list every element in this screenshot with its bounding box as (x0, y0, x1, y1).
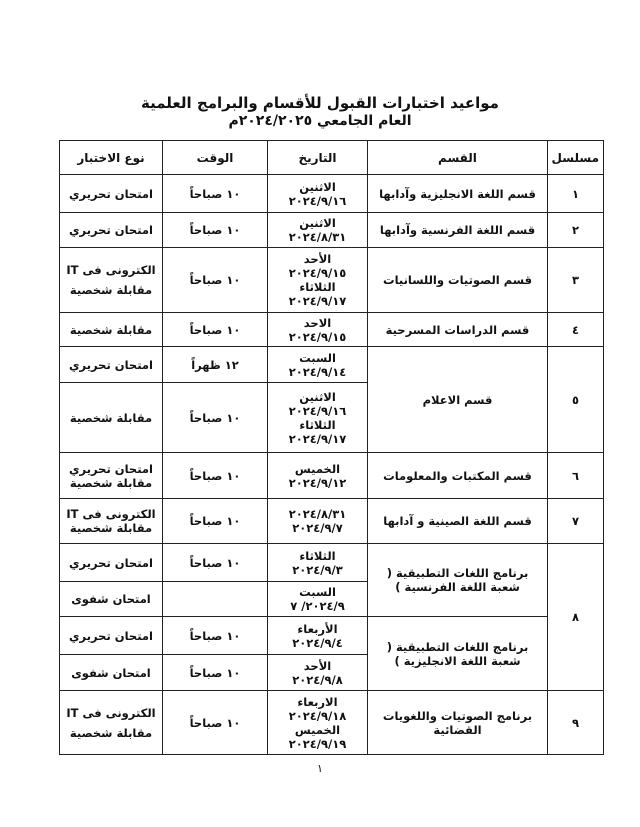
date-value: ٢٠٢٤/٩/١٦ (288, 403, 347, 418)
test-type-cell: مقابلة شخصية (60, 313, 163, 347)
time-cell: ١٠ صباحاً (163, 453, 268, 499)
table-row (60, 248, 604, 313)
date-cell (268, 499, 368, 544)
header-test-type: نوع الاختبار (60, 141, 163, 175)
table-row (60, 347, 604, 383)
test-type-cell: امتحان شفوى (60, 655, 163, 691)
table-row (60, 499, 604, 544)
date-value: ٢٠٢٤/٩/١٥ (288, 266, 347, 280)
serial-cell: ٦ (548, 453, 604, 499)
date-value: ٢٠٢٤/٩/١٧ (288, 431, 347, 446)
date-day: الخميس (294, 461, 341, 476)
date-value: ٢٠٢٤/٩/١٢ (288, 475, 347, 490)
time-cell: ١٠ صباحاً (163, 617, 268, 655)
date-cell (268, 213, 368, 248)
date-day: الأحد (303, 252, 332, 266)
date-day: الاحد (303, 315, 332, 330)
date-day: الأربعاء (297, 621, 338, 636)
table-row (60, 313, 604, 347)
date-day: السبت (299, 350, 336, 365)
test-type-cell (60, 691, 163, 755)
test-type-cell: امتحان شفوى (60, 582, 163, 617)
table-row (60, 175, 604, 213)
date-value: ٢٠٢٤/٩/١٥ (288, 329, 347, 344)
serial-cell: ٧ (548, 499, 604, 544)
time-cell: ١٠ صباحاً (163, 544, 268, 582)
test-type-cell: امتحان تحريري (60, 617, 163, 655)
time-cell: ١٠ صباحاً (163, 313, 268, 347)
date-value: ٢٠٢٤/٩/٨ (292, 672, 343, 687)
time-cell: ١٠ صباحاً (163, 691, 268, 755)
date-value: ٢٠٢٤/٩/١٦ (288, 193, 347, 208)
department-cell: برنامج اللغات التطبيقية ( شعبة اللغة الفرنسية ) (368, 544, 548, 617)
test-type-line: مقابلة شخصية (69, 283, 153, 297)
serial-cell: ٣ (548, 248, 604, 313)
date-day: الاثنين (299, 216, 336, 230)
page-number: ١ (317, 762, 323, 775)
test-type-cell: امتحان تحريري (60, 213, 163, 248)
department-cell: قسم الصوتيات واللسانيات (368, 248, 548, 313)
date-day: الخميس (294, 722, 341, 737)
test-type-line: الكترونى فى IT (66, 705, 156, 720)
test-type-cell: امتحان تحريري (60, 347, 163, 383)
test-type-line: مقابلة شخصية (69, 725, 153, 740)
time-cell: ١٠ صباحاً (163, 248, 268, 313)
date-value: ٢٠٢٤/٩/٣ (292, 562, 343, 577)
test-type-cell (60, 248, 163, 313)
date-day: السبت (299, 585, 336, 599)
date-cell (268, 175, 368, 213)
date-cell (268, 453, 368, 499)
date-value: ٢٠٢٤/٩/١٩ (288, 736, 347, 751)
header-serial: مسلسل (548, 141, 604, 175)
table-row (60, 453, 604, 499)
test-type-cell: امتحان تحريري (60, 544, 163, 582)
date-cell (268, 617, 368, 655)
date-cell (268, 691, 368, 755)
date-cell (268, 248, 368, 313)
department-cell: قسم اللغة الصينية و آدابها (368, 499, 548, 544)
time-cell: ١٠ صباحاً (163, 383, 268, 453)
date-value: ٢٠٢٤/٩/١٧ (288, 294, 347, 308)
date-value: ٢٠٢٤/٨/٣١ (288, 230, 347, 244)
test-type-cell: امتحان تحريري (60, 175, 163, 213)
table-header-row (60, 141, 604, 175)
date-value: ٢٠٢٤/٩/٤ (292, 635, 343, 650)
date-day: الثلاثاء (299, 280, 336, 294)
date-value: ٢٠٢٤/٩/١٨ (288, 708, 347, 723)
department-cell: قسم اللغة الانجليزية وآدابها (368, 175, 548, 213)
table-row (60, 213, 604, 248)
department-cell: برنامج الصوتيات واللغويات القضائية (368, 691, 548, 755)
academic-year: العام الجامعي ٢٠٢٤/٢٠٢٥م (228, 113, 412, 129)
time-cell: ١٠ صباحاً (163, 499, 268, 544)
table-row (60, 617, 604, 655)
date-value: ٢٠٢٤/٩/ ٧ (290, 599, 345, 613)
schedule-table (59, 140, 604, 755)
date-day: الثلاثاء (299, 417, 336, 432)
test-type-cell (60, 499, 163, 544)
date-cell (268, 313, 368, 347)
header-date: التاريخ (268, 141, 368, 175)
date-value: ٢٠٢٤/٩/١٤ (288, 364, 347, 379)
date-day: الاثنين (299, 179, 336, 194)
time-cell: ١٠ صباحاً (163, 175, 268, 213)
date-day: الثلاثاء (299, 548, 336, 563)
page-title-block (60, 94, 580, 130)
date-cell (268, 347, 368, 383)
department-cell: قسم الدراسات المسرحية (368, 313, 548, 347)
date-cell (268, 582, 368, 617)
header-department: القسم (368, 141, 548, 175)
serial-cell: ٥ (548, 347, 604, 453)
department-cell: قسم الاعلام (368, 347, 548, 453)
date-day: الاربعاء (297, 694, 338, 709)
serial-cell: ١ (548, 175, 604, 213)
time-cell (163, 582, 268, 617)
time-cell: ١٠ صباحاً (163, 655, 268, 691)
date-cell (268, 544, 368, 582)
table-row (60, 544, 604, 582)
time-cell: ١٢ ظهراً (163, 347, 268, 383)
serial-cell: ٢ (548, 213, 604, 248)
date-cell (268, 383, 368, 453)
date-day: الأحد (303, 658, 332, 673)
time-cell: ١٠ صباحاً (163, 213, 268, 248)
serial-cell: ٩ (548, 691, 604, 755)
test-type-line: الكترونى فى IT (66, 507, 156, 521)
date-value: ٢٠٢٤/٨/٣١ (288, 507, 347, 521)
header-time: الوقت (163, 141, 268, 175)
test-type-cell: مقابلة شخصية (60, 383, 163, 453)
department-cell: قسم اللغة الفرنسية وآدابها (368, 213, 548, 248)
serial-cell: ٤ (548, 313, 604, 347)
department-cell: قسم المكتبات والمعلومات (368, 453, 548, 499)
test-type-line: امتحان تحريري (69, 461, 153, 476)
page-title: مواعيد اختبارات القبول للأقسام والبرامج العلمية (141, 94, 499, 112)
test-type-line: مقابلة شخصية (69, 475, 153, 490)
test-type-line: مقابلة شخصية (69, 521, 153, 535)
table-row (60, 691, 604, 755)
test-type-cell (60, 453, 163, 499)
date-value: ٢٠٢٤/٩/٧ (292, 521, 343, 535)
serial-cell: ٨ (548, 544, 604, 691)
date-day: الاثنين (299, 389, 336, 404)
department-cell: برنامج اللغات التطبيقية ( شعبة اللغة الانجليزية ) (368, 617, 548, 691)
date-cell (268, 655, 368, 691)
test-type-line: الكترونى فى IT (66, 263, 156, 277)
